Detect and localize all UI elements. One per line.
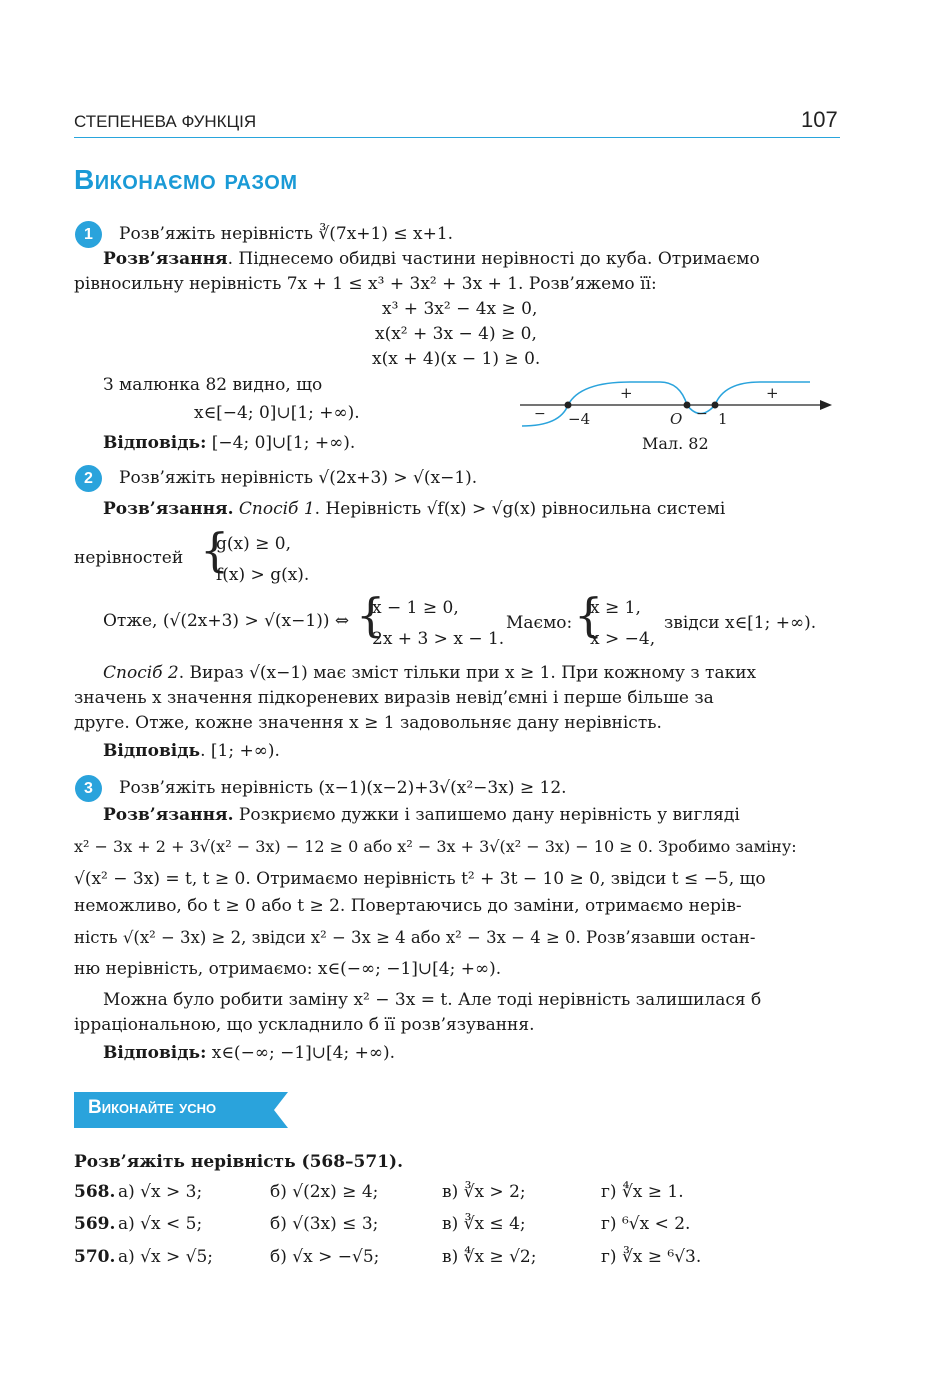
example-2-answer [103, 739, 280, 763]
example-1-solution-line-1 [103, 247, 760, 271]
sign-chart-figure [510, 372, 840, 432]
solution-label-3: Розв’язання. [103, 805, 234, 825]
exercise-number: 568. [74, 1182, 116, 1202]
answer-value-2: . [1; +∞). [200, 741, 280, 761]
example-3-line-4: неможливо, бо t ≥ 0 або t ≥ 2. Повертаючись до заміни, отримаємо нерів- [74, 896, 742, 916]
point-minus-four [565, 402, 572, 409]
exercise-row-570 [74, 1245, 115, 1269]
example-badge-3: 3 [75, 775, 102, 802]
example-3-line-3: √(x² − 3x) = t, t ≥ 0. Отримаємо нерівність t² + 3t − 10 ≥ 0, звідси t ≤ −5, що [74, 869, 766, 889]
answer-label-2: Відповідь [103, 741, 201, 761]
exercise-570-d: г) ∛x ≥ ⁶√3. [601, 1247, 702, 1267]
sign-label-minus-mid: − [696, 406, 708, 422]
header-rule [74, 137, 840, 138]
example-3-answer [103, 1041, 395, 1065]
method-2-text: . Вираз √(x−1) має зміст тільки при x ≥ 1. При кожному з таких [178, 663, 757, 683]
answer-label-3: Відповідь: [103, 1043, 207, 1063]
answer-value: [−4; 0]∪[1; +∞). [211, 433, 356, 453]
system-a-line-1: g(x) ≥ 0, [216, 534, 292, 554]
example-3-line-5: ність √(x² − 3x) ≥ 2, звідси x² − 3x ≥ 4 або x² − 3x − 4 ≥ 0. Розв’язавши остан- [74, 928, 756, 947]
equation-1: x³ + 3x² − 4x ≥ 0, [382, 299, 538, 319]
exercise-569-d: г) ⁶√x < 2. [601, 1214, 691, 1234]
exercise-569-c: в) ∛x ≤ 4; [442, 1214, 526, 1234]
point-zero [684, 402, 691, 409]
method-1-text: . Нерівність √f(x) > √g(x) рівносильна системі [314, 499, 726, 519]
running-title: СТЕПЕНЕВА ФУНКЦІЯ [74, 112, 257, 131]
exercise-568-d: г) ∜x ≥ 1. [601, 1182, 684, 1202]
example-1-task: Розв’яжіть нерівність ∛(7x+1) ≤ x+1. [119, 224, 454, 244]
example-3-line-6: ню нерівність, отримаємо: x∈(−∞; −1]∪[4; +∞). [74, 959, 502, 979]
oral-intro [74, 1150, 403, 1174]
section-title: Виконаємо разом [74, 164, 298, 195]
solution-text: . Піднесемо обидві частини нерівності до куба. Отримаємо [227, 249, 760, 269]
example-3-line-1-text: Розкриємо дужки і запишемо дану нерівність у вигляді [233, 805, 740, 825]
exercise-570-b: б) √x > −√5; [270, 1247, 380, 1267]
figure-reference-text: З малюнка 82 видно, що [103, 375, 323, 395]
tick-label-one: 1 [718, 410, 728, 428]
sign-label-plus-2: + [766, 384, 779, 402]
figure-caption: Мал. 82 [642, 434, 709, 453]
example-2-task: Розв’яжіть нерівність √(2x+3) > √(x−1). [119, 468, 478, 488]
example-1-solution-line-2: рівносильну нерівність 7x + 1 ≤ x³ + 3x² + 3x + 1. Розв’яжемо її: [74, 274, 657, 294]
system-c-line-1: x ≥ 1, [590, 598, 641, 618]
exercise-568-c: в) ∛x > 2; [442, 1182, 526, 1202]
example-3-para-2-line-1: Можна було робити заміну x² − 3x = t. Але тоді нерівність залишилася б [103, 990, 762, 1010]
example-1-answer [103, 431, 355, 455]
exercise-570-c: в) ∜x ≥ √2; [442, 1247, 537, 1267]
method-1-label: Спосіб 1 [238, 499, 315, 519]
equation-3: x(x + 4)(x − 1) ≥ 0. [372, 349, 541, 369]
exercise-569-a: а) √x < 5; [118, 1214, 203, 1234]
system-a-line-2: f(x) > g(x). [216, 565, 310, 585]
example-2-method-2-line-1 [103, 661, 756, 685]
figure-result: x∈[−4; 0]∪[1; +∞). [194, 403, 360, 423]
example-3-para-2-line-2: ірраціональною, що ускладнило б її розв’язування. [74, 1015, 535, 1035]
tick-label-origin: O [670, 410, 683, 428]
system-brace-c: { [574, 588, 604, 642]
sign-label-plus-1: + [620, 384, 633, 402]
sign-curve-right [715, 382, 810, 405]
exercise-570-a: а) √x > √5; [118, 1247, 214, 1267]
point-one [712, 402, 719, 409]
equation-2: x(x² + 3x − 4) ≥ 0, [375, 324, 537, 344]
system-brace-b: { [356, 588, 386, 642]
tick-label-minus-four: −4 [568, 410, 591, 428]
exercise-number: 570. [74, 1247, 116, 1267]
system-b-line-2: 2x + 3 > x − 1. [372, 629, 505, 649]
page-number: 107 [801, 107, 838, 132]
exercise-row-568 [74, 1180, 115, 1204]
solution-label: Розв’язання [103, 249, 228, 269]
label-maemo: Маємо: [506, 613, 573, 633]
label-nerivnostey: нерівностей [74, 548, 184, 568]
answer-value-3: x∈(−∞; −1]∪[4; +∞). [211, 1043, 396, 1063]
exercise-number: 569. [74, 1214, 116, 1234]
example-3-line-2: x² − 3x + 2 + 3√(x² − 3x) − 12 ≥ 0 або x² − 3x + 3√(x² − 3x) − 10 ≥ 0. Зробимо заміну: [74, 837, 797, 856]
system-b-line-1: x − 1 ≥ 0, [372, 598, 459, 618]
example-2-method-2-line-2: значень x значення підкореневих виразів невід’ємні і перше більше за [74, 688, 714, 708]
axis-arrow-icon [820, 400, 832, 410]
example-3-line-1 [103, 803, 740, 827]
example-badge-2: 2 [75, 465, 102, 492]
zvidsy-result: звідси x∈[1; +∞). [664, 613, 817, 633]
exercise-569-b: б) √(3x) ≤ 3; [270, 1214, 379, 1234]
answer-label: Відповідь: [103, 433, 207, 453]
exercise-row-569 [74, 1212, 115, 1236]
example-2-method-1-line [103, 497, 725, 521]
otzhe-expression: Отже, (√(2x+3) > √(x−1)) ⇔ [103, 611, 350, 631]
solution-label-2: Розв’язання. [103, 499, 234, 519]
method-2-label: Спосіб 2 [103, 663, 179, 683]
example-2-method-2-line-3: друге. Отже, кожне значення x ≥ 1 задовольняє дану нерівність. [74, 713, 662, 733]
system-c-line-2: x > −4, [590, 629, 656, 649]
sign-label-minus-left: − [534, 406, 546, 422]
example-3-task: Розв’яжіть нерівність (x−1)(x−2)+3√(x²−3x) ≥ 12. [119, 778, 567, 798]
example-badge-1: 1 [75, 221, 102, 248]
exercise-568-a: а) √x > 3; [118, 1182, 203, 1202]
system-brace-a: { [200, 523, 230, 577]
oral-intro-text: Розв’яжіть нерівність (568–571). [74, 1152, 404, 1172]
oral-section-title: Виконайте усно [88, 1097, 217, 1118]
exercise-568-b: б) √(2x) ≥ 4; [270, 1182, 379, 1202]
